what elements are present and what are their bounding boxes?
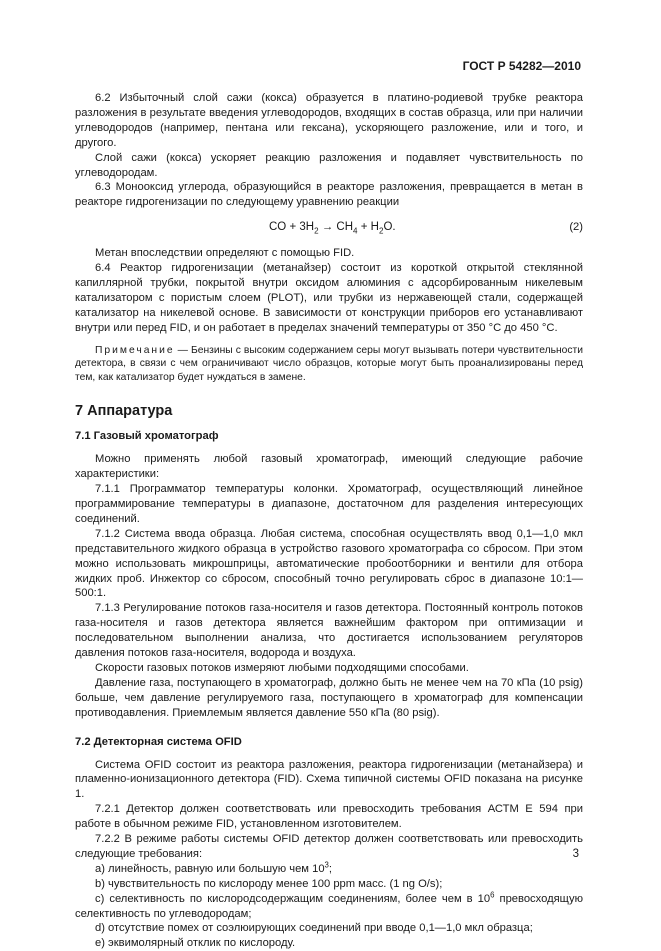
paragraph-6-2-soot: Слой сажи (кокса) ускоряет реакцию разложения и подавляет чувствительность по углеводородам. (75, 151, 583, 179)
list-item-d: d) отсутствие помех от соэлюирующих соединений при вводе 0,1—1,0 мкл образца; (95, 922, 533, 935)
paragraph-6-3: 6.3 Монооксид углерода, образующийся в реакторе разложения, превращается в метан в реакторе гидрогенизации по следующему уравнению реакции (75, 181, 583, 209)
paragraph-7-1-3-speeds: Скорости газовых потоков измеряют любыми подходящими способами. (95, 661, 469, 674)
list-item-c: с) селективность по кислородсодержащим соединениям, более чем в $10^6$ превосходящую селективность по углеводородам; (75, 889, 583, 920)
list-item-e: е) эквимолярный отклик по кислороду. (95, 937, 296, 950)
page-number: 3 (572, 848, 579, 860)
equation-formula: CO + $3H_2 \to CH_4 + H_2O$. (269, 221, 396, 236)
paragraph-7-1-3-pressure: Давление газа, поступающего в хроматограф, должно быть не менее чем на 70 кПа (10 psig) больше, чем давление регулируемого газа, поступающего в хроматограф для компенсации противодавления. Приемлемым является давление 550 кПа (80 psig). (75, 676, 583, 719)
equation-number: (2) (569, 221, 583, 234)
section-7-title: 7 Аппаратура (75, 403, 173, 420)
paragraph-6-3-methane: Метан впоследствии определяют с помощью FID. (95, 247, 355, 260)
paragraph-6-2: 6.2 Избыточный слой сажи (кокса) образуется в платино-родиевой трубке реактора разложения в результате введения углеводородов, входящих в состав образца, или при наличии углеводородов (например, пентана или гексана), ускоряющего разложение, или и того, и другого. (75, 92, 583, 149)
paragraph-7-1-2: 7.1.2 Система ввода образца. Любая система, способная осуществлять ввод 0,1—1,0 мкл представительного жидкого образца в устройство газового хроматографа со сбросом. При этом можно использовать микрошприцы, автоматические пробоотборники и вентили для отбора жидких проб. Инжектор со сбросом, способный точно регулировать сброс в диапазоне 10:1—500:1. (75, 527, 583, 600)
list-item-b: b) чувствительность по кислороду менее 100 ppm масс. (1 ng O/s); (95, 877, 443, 890)
paragraph-7-1-3: 7.1.3 Регулирование потоков газа-носителя и газов детектора. Постоянный контроль потоков газа-носителя и газов детектора является важнейшим фактором при оптимизации и последовательном выполнении анализа, что достигается использованием регуляторов давления потоков газа-носителя, водорода и воздуха. (75, 602, 583, 660)
note (75, 344, 583, 385)
paragraph-7-2-2: 7.2.2 В режиме работы системы OFID детектор должен соответствовать или превосходить следующие требования: (75, 833, 583, 860)
page-content (75, 91, 583, 951)
paragraph-7-1-1: 7.1.1 Программатор температуры колонки. Хроматограф, осуществляющий линейное программирование температуры в диапазоне, достаточном для разделения интересующих соединений. (75, 483, 583, 525)
standard-header: ГОСТ Р 54282—2010 (462, 59, 581, 73)
paragraph-7-1-intro: Можно применять любой газовый хроматограф, имеющий следующие рабочие характеристики: (75, 453, 583, 481)
paragraph-6-4: 6.4 Реактор гидрогенизации (метанайзер) состоит из короткой открытой стеклянной капиллярной трубки, покрытой внутри оксидом алюминия с адсорбированным никелевым катализатором с пористым слоем (PLOT), или трубки из нержавеющей стали, содержащей катализатор на никелевой основе. В зависимости от конструкции приборов его устанавливают внутри или перед FID, и он работает в пределах значений температуры от 350 °С до 450 °С. (75, 262, 583, 334)
paragraph-7-2-intro: Система OFID состоит из реактора разложения, реактора гидрогенизации (метанайзера) и пламенно-ионизационного детектора (FID). Схема типичной системы OFID показана на рисунке 1. (75, 758, 583, 801)
equation-2 (75, 220, 583, 236)
note-text: — Бензины с высоким содержанием серы могут вызывать потери чувствительности детектора, в связи с чем ограничивают число образцов, которые могут быть проанализированы перед тем, как катализатор будет нуждаться в замене. (75, 344, 583, 383)
section-7-1-title: 7.1 Газовый хроматограф (75, 430, 219, 443)
note-label: Примечание (95, 344, 175, 356)
section-7-2-title: 7.2 Детекторная система OFID (75, 735, 242, 748)
list-item-a: а) линейность, равную или большую чем $10^3$; (95, 860, 333, 875)
paragraph-7-2-1: 7.2.1 Детектор должен соответствовать или превосходить требования АСТМ Е 594 при работе в обычном режиме FID, установленном изготовителем. (75, 803, 583, 831)
